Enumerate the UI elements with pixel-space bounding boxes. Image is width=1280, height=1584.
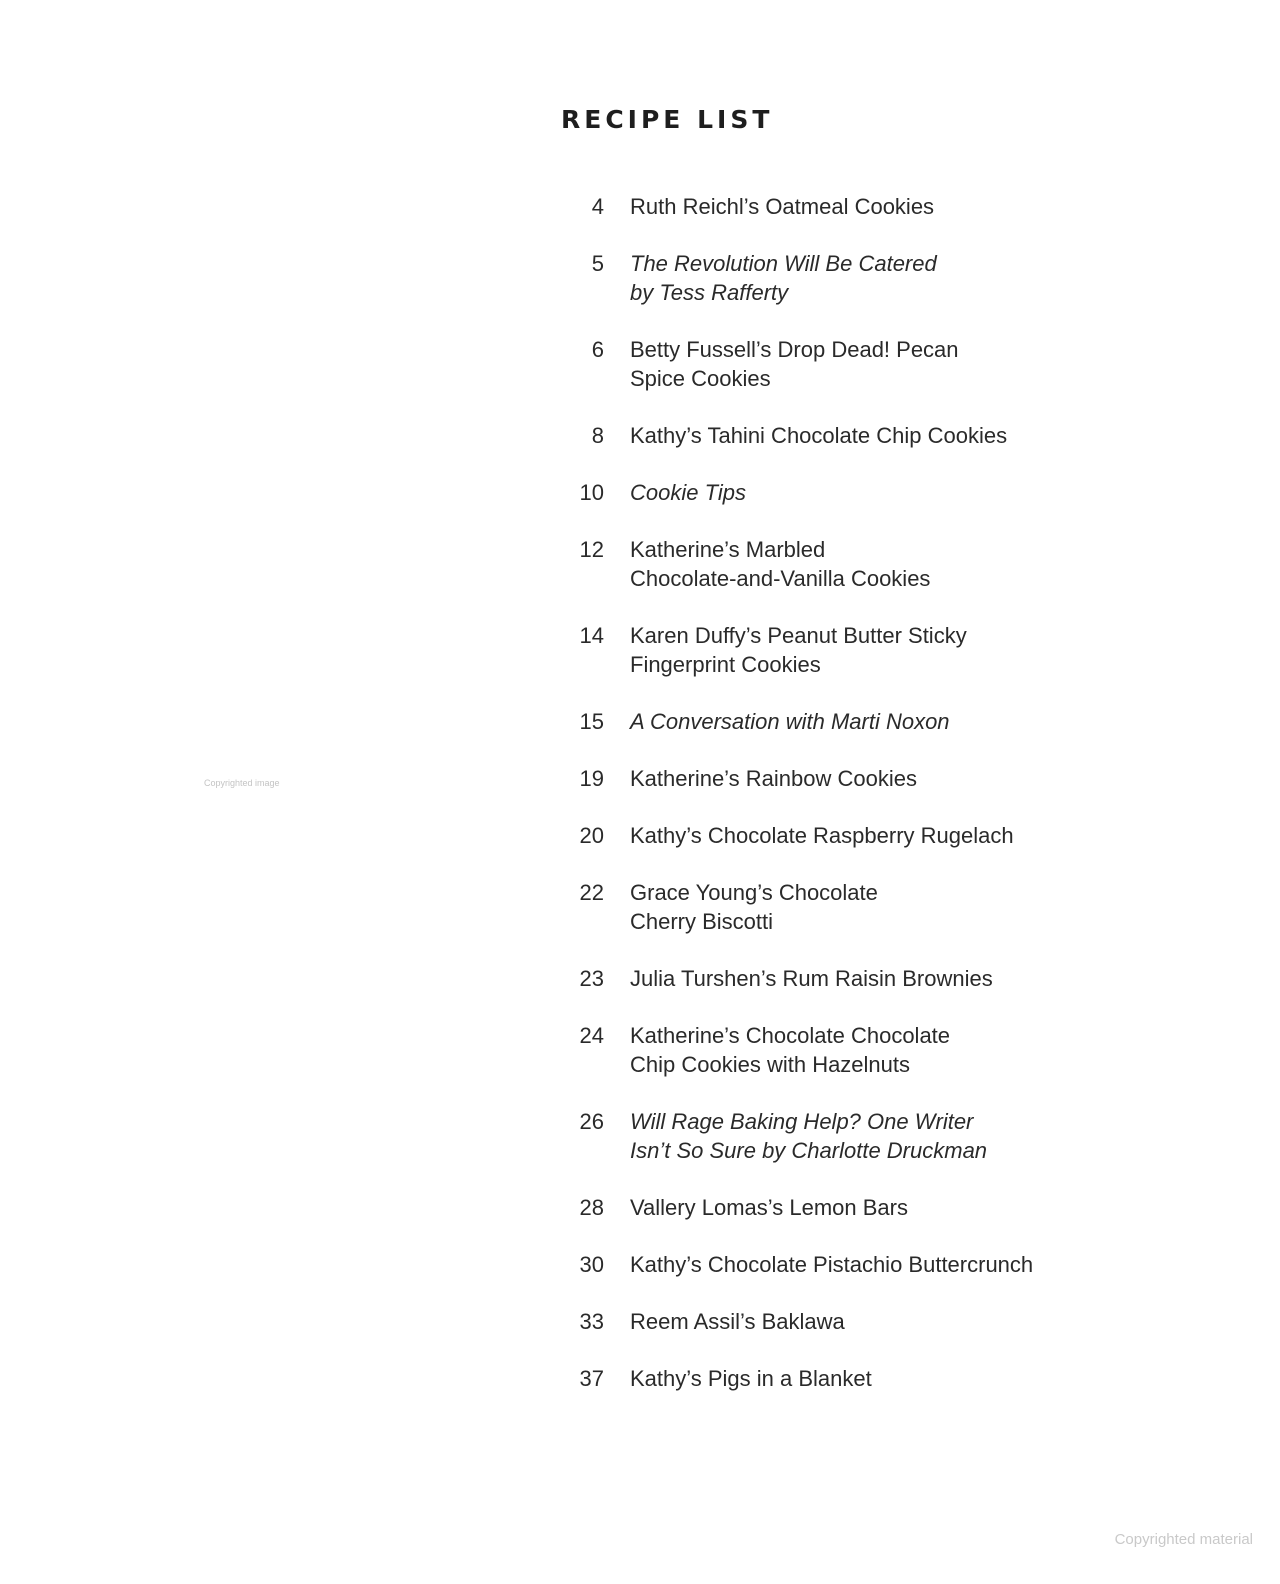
recipe-title-line: Kathy’s Chocolate Raspberry Rugelach bbox=[630, 823, 1014, 849]
recipe-entry bbox=[560, 1365, 1120, 1394]
page-number: 23 bbox=[579, 966, 604, 992]
recipe-title-line: Fingerprint Cookies bbox=[630, 651, 821, 677]
recipe-entry bbox=[560, 536, 1120, 593]
recipe-title-line: Grace Young’s Chocolate bbox=[630, 880, 878, 906]
recipe-title bbox=[630, 1194, 1110, 1223]
page-title: RECIPE LIST bbox=[561, 105, 774, 134]
recipe-entry bbox=[560, 250, 1120, 307]
recipe-title-line: Spice Cookies bbox=[630, 365, 771, 391]
recipe-title bbox=[630, 1308, 1110, 1337]
recipe-title bbox=[630, 765, 1110, 794]
recipe-title bbox=[630, 536, 1110, 593]
recipe-entry bbox=[560, 708, 1120, 737]
recipe-entry bbox=[560, 1022, 1120, 1079]
recipe-entry bbox=[560, 1251, 1120, 1280]
page-number: 33 bbox=[579, 1309, 604, 1335]
recipe-title bbox=[630, 479, 1110, 508]
recipe-title bbox=[630, 193, 1110, 222]
recipe-title-line: Cookie Tips bbox=[630, 479, 746, 505]
page-number: 24 bbox=[579, 1023, 604, 1049]
recipe-list bbox=[560, 193, 1120, 1423]
recipe-entry bbox=[560, 1108, 1120, 1165]
recipe-title-line: Kathy’s Chocolate Pistachio Buttercrunch bbox=[630, 1251, 1034, 1277]
recipe-title-line: Kathy’s Tahini Chocolate Chip Cookies bbox=[630, 422, 1008, 448]
recipe-title bbox=[630, 622, 1110, 679]
recipe-entry bbox=[560, 422, 1120, 451]
recipe-title-line: Isn’t So Sure by Charlotte Druckman bbox=[630, 1137, 988, 1163]
recipe-title-line: Chocolate-and-Vanilla Cookies bbox=[630, 565, 931, 591]
page-number: 15 bbox=[579, 708, 604, 734]
recipe-title bbox=[630, 250, 1110, 307]
recipe-entry bbox=[560, 479, 1120, 508]
page-number: 8 bbox=[591, 422, 604, 448]
recipe-title bbox=[630, 879, 1110, 936]
page-number: 20 bbox=[579, 823, 604, 849]
recipe-entry bbox=[560, 822, 1120, 851]
page-number: 26 bbox=[579, 1109, 604, 1134]
page-number: 14 bbox=[579, 622, 604, 648]
recipe-title bbox=[630, 1251, 1110, 1280]
page-number: 19 bbox=[579, 765, 604, 791]
recipe-title bbox=[630, 1022, 1110, 1079]
page-number: 37 bbox=[579, 1366, 604, 1392]
recipe-title-line: Julia Turshen’s Rum Raisin Brownies bbox=[630, 966, 993, 992]
recipe-title-line: The Revolution Will Be Catered bbox=[630, 251, 937, 277]
recipe-title-line: Betty Fussell’s Drop Dead! Pecan bbox=[630, 336, 959, 362]
recipe-title bbox=[630, 822, 1110, 851]
recipe-title bbox=[630, 1365, 1110, 1394]
recipe-title-line: Kathy’s Pigs in a Blanket bbox=[630, 1366, 872, 1392]
recipe-title-line: Karen Duffy’s Peanut Butter Sticky bbox=[630, 622, 967, 648]
recipe-entry bbox=[560, 193, 1120, 222]
recipe-title-line: Chip Cookies with Hazelnuts bbox=[630, 1051, 911, 1077]
image-watermark: Copyrighted image bbox=[204, 778, 280, 788]
page-number: 4 bbox=[591, 194, 604, 219]
page-number: 28 bbox=[579, 1194, 604, 1220]
recipe-entry bbox=[560, 965, 1120, 994]
recipe-title-line: Vallery Lomas’s Lemon Bars bbox=[630, 1194, 908, 1220]
page-number: 6 bbox=[591, 336, 604, 362]
recipe-title-line: Katherine’s Rainbow Cookies bbox=[630, 765, 917, 791]
recipe-title-line: A Conversation with Marti Noxon bbox=[630, 708, 950, 734]
footer-watermark: Copyrighted material bbox=[1114, 1531, 1253, 1548]
recipe-title-line: Katherine’s Chocolate Chocolate bbox=[630, 1023, 951, 1049]
recipe-title-line: by Tess Rafferty bbox=[630, 279, 789, 305]
recipe-title bbox=[630, 1108, 1110, 1165]
recipe-entry bbox=[560, 879, 1120, 936]
recipe-entry bbox=[560, 1308, 1120, 1337]
recipe-title-line: Katherine’s Marbled bbox=[630, 537, 826, 563]
recipe-title-line: Will Rage Baking Help? One Writer bbox=[630, 1109, 974, 1134]
recipe-entry bbox=[560, 765, 1120, 794]
recipe-title-line: Ruth Reichl’s Oatmeal Cookies bbox=[630, 194, 935, 219]
recipe-entry bbox=[560, 336, 1120, 393]
recipe-title-line: Reem Assil’s Baklawa bbox=[630, 1309, 845, 1335]
page-number: 30 bbox=[579, 1251, 604, 1277]
page-number: 5 bbox=[591, 251, 604, 277]
page-number: 10 bbox=[579, 479, 604, 505]
recipe-title bbox=[630, 336, 1110, 393]
recipe-title-line: Cherry Biscotti bbox=[630, 908, 774, 934]
page-number: 12 bbox=[579, 537, 604, 563]
page-number: 22 bbox=[579, 880, 604, 906]
recipe-title bbox=[630, 708, 1110, 737]
recipe-title bbox=[630, 965, 1110, 994]
recipe-entry bbox=[560, 1194, 1120, 1223]
recipe-entry bbox=[560, 622, 1120, 679]
recipe-title bbox=[630, 422, 1110, 451]
